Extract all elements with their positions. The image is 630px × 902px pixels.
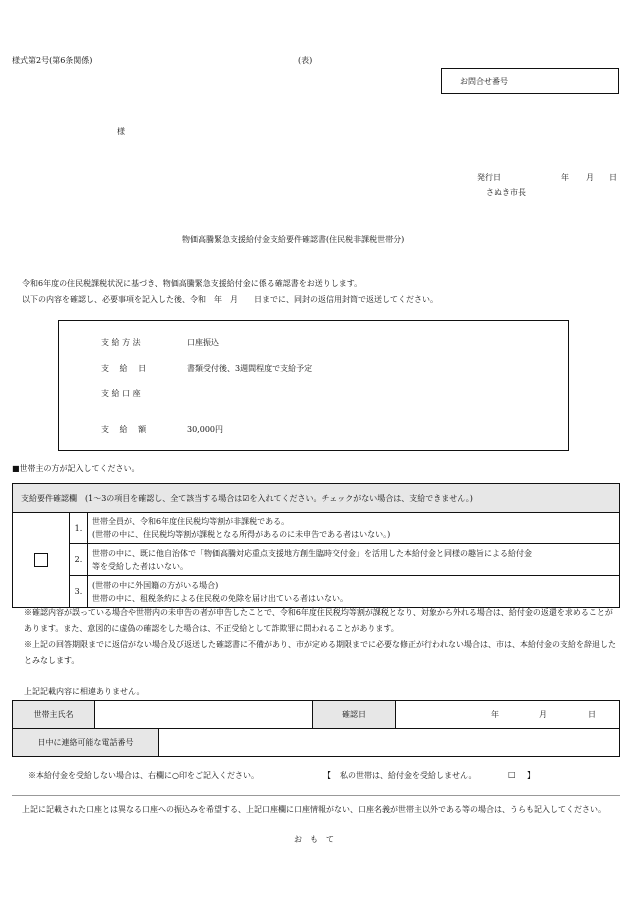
item-1-num: 1.	[74, 523, 83, 533]
addressee-suffix: 様	[117, 127, 125, 136]
note-2: ※上記の回答期限までに返信がない場合及び返送した確認書に不備があり、市が定める期限までに必要な修正が行われない場合は、市は、本給付金の支給を辞退したとみなします。	[24, 640, 616, 665]
item-2-num: 2.	[74, 555, 83, 564]
inquiry-label: お問合せ番号	[460, 77, 508, 86]
confirm-statement: 上記記載内容に相違ありません。	[24, 687, 145, 696]
item-2-num-cell	[69, 543, 88, 576]
divider	[12, 795, 620, 796]
confirm-header-text: 支給要件確認欄 (1～3の項目を確認し、全て該当する場合は☑を入れてください。チェックがない場合は、支給できません。)	[21, 493, 473, 503]
payment-method-label: 支 給 方 法	[101, 338, 141, 347]
intro-line-2: 以下の内容を確認し、必要事項を記入した後、令和 年 月 日までに、同封の返信用封筒で返送してください。	[22, 295, 438, 304]
confirm-year-unit: 年	[491, 710, 499, 719]
decline-bracket-open: 【	[323, 771, 331, 780]
item-1-line-2: (世帯の中に、住民税均等割が課税となる所得があるのに未申告である者はいない。)	[92, 530, 391, 539]
date-input-cell[interactable]	[395, 700, 620, 729]
confirm-checkbox[interactable]	[34, 553, 48, 567]
issuer: さぬき市長	[486, 188, 526, 197]
name-label: 世帯主氏名	[33, 710, 74, 719]
bottom-note: 上記に記載された口座とは異なる口座への振込みを希望する、上記口座欄に口座情報がない、口座名義が世帯主以外である等の場合は、うらも記入してください。	[22, 805, 606, 814]
phone-label: 日中に連絡可能な電話番号	[37, 738, 134, 747]
item-3-line-2: 世帯の中に、租税条約による住民税の免除を届け出ている者はいない。	[92, 593, 348, 603]
confirm-check-cell	[12, 512, 70, 608]
confirm-header	[12, 483, 620, 513]
payment-account-label: 支 給 口 座	[101, 389, 141, 398]
payment-date-label: 支 給 日	[101, 364, 147, 373]
item-3-num: 3.	[74, 587, 83, 596]
payment-info-box	[58, 320, 569, 451]
name-label-cell	[12, 700, 95, 729]
decline-note: ※本給付金を受給しない場合は、右欄に○印をご記入ください。	[28, 771, 259, 780]
item-3-num-cell	[69, 575, 88, 608]
item-3-text-cell	[87, 575, 620, 608]
name-input-cell[interactable]	[94, 700, 313, 729]
head-instruction: ■世帯主の方が記入してください。	[12, 464, 140, 473]
item-2-text-cell	[87, 543, 620, 576]
form-number: 様式第2号(第6条関係)	[12, 56, 93, 65]
item-2-line-1: 世帯の中に、既に他自治体で「物価高騰対応重点支援地方創生臨時交付金」を活用した本給付金と同様の趣旨による給付金	[92, 548, 532, 558]
confirm-month-unit: 月	[539, 710, 547, 719]
decline-bracket-close: 】	[527, 771, 535, 780]
date-label-cell	[312, 700, 396, 729]
date-label: 確認日	[342, 710, 366, 719]
payment-method-value: 口座振込	[187, 338, 219, 347]
footer-label: お も て	[294, 835, 334, 844]
issue-day-unit: 日	[609, 173, 617, 182]
phone-label-cell	[12, 728, 159, 757]
issue-date-label: 発行日	[477, 173, 501, 182]
item-1-text-cell	[87, 512, 620, 544]
payment-date-value: 書類受付後、3週間程度で支給予定	[187, 364, 313, 373]
phone-input-cell[interactable]	[158, 728, 620, 757]
inquiry-number-box[interactable]	[441, 68, 619, 94]
item-1-num-cell	[69, 512, 88, 544]
issue-month-unit: 月	[586, 173, 594, 182]
payment-amount-value: 30,000円	[187, 425, 223, 434]
item-1-line-1: 世帯全員が、令和6年度住民税均等割が非課税である。	[92, 517, 290, 526]
item-3-line-1: (世帯の中に外国籍の方がいる場合)	[92, 580, 219, 590]
document-title: 物価高騰緊急支援給付金支給要件確認書(住民税非課税世帯分)	[182, 235, 405, 244]
decline-checkbox[interactable]: □	[508, 770, 516, 779]
item-2-line-2: 等を受給した者はいない。	[92, 561, 188, 571]
decline-text: 私の世帯は、給付金を受給しません。	[340, 771, 477, 780]
issue-year-unit: 年	[561, 173, 569, 182]
note-1: ※確認内容が誤っている場合や世帯内の未申告の者が申告したことで、令和6年度住民税均等割が課税となり、対象から外れる場合は、給付金の返還を求めることがあります。また、意図的に虚偽の確認をした場合は、不正受給として詐欺罪に問われることがあります。	[24, 608, 613, 633]
payment-amount-label: 支 給 額	[101, 425, 147, 434]
side-label: (表)	[298, 56, 313, 65]
confirm-day-unit: 日	[588, 710, 596, 719]
intro-line-1: 令和6年度の住民税課税状況に基づき、物価高騰緊急支援給付金に係る確認書をお送りします。	[22, 279, 363, 288]
